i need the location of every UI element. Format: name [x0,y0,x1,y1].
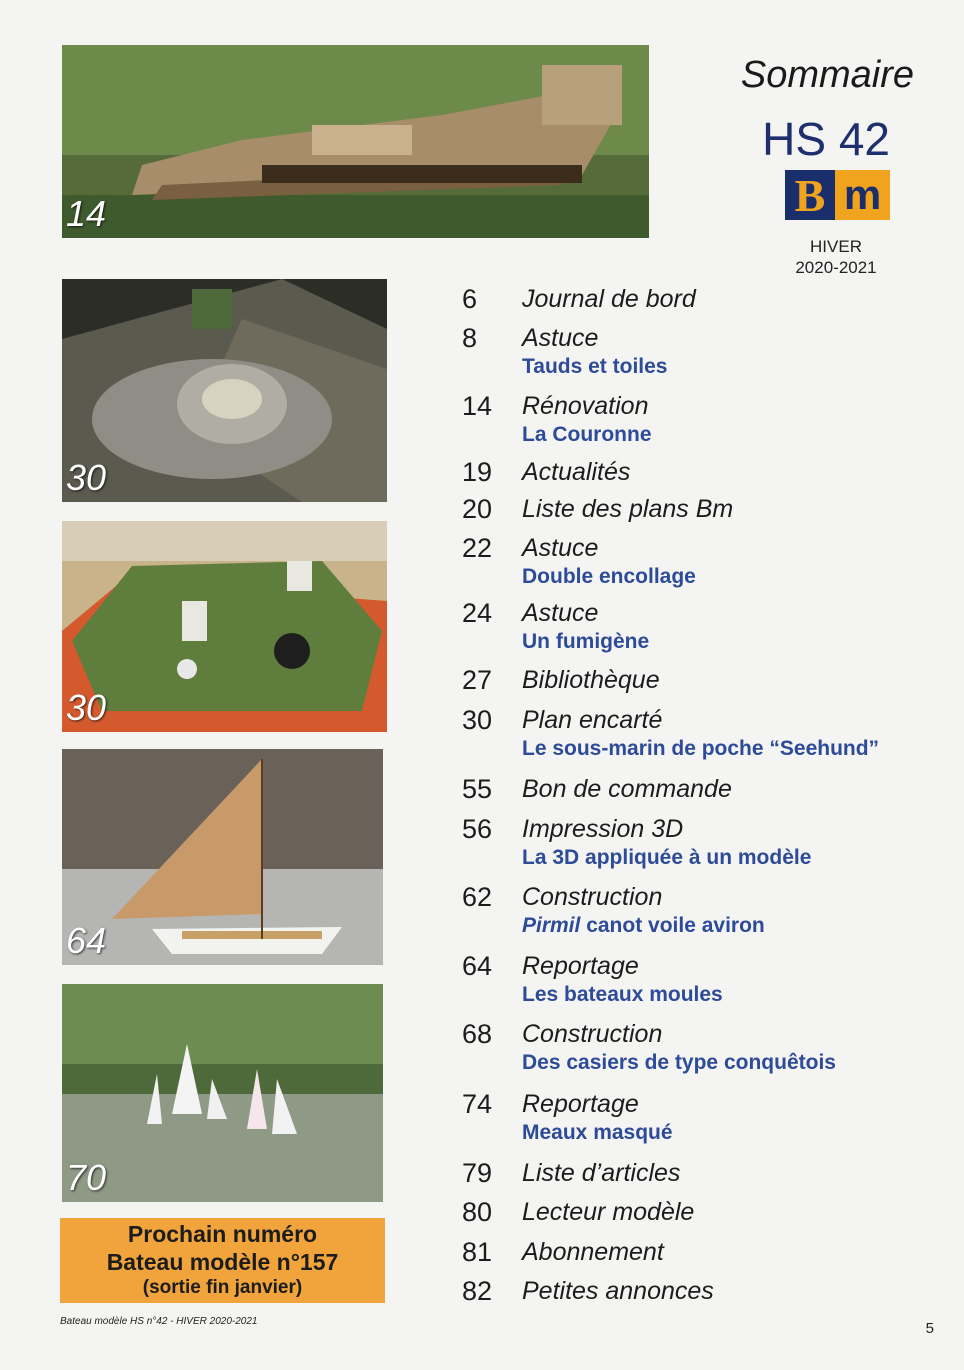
logo-letter-b: B [785,170,835,220]
toc-page-number: 80 [462,1197,493,1227]
toc-title: Plan encarté [522,706,663,734]
toc-title: Astuce [522,599,599,627]
season-years: 2020-2021 [795,258,877,277]
page-number: 5 [925,1320,934,1337]
page-title: Sommaire [740,54,914,96]
toc-page-number: 24 [462,598,493,628]
toc-page-number: 79 [462,1158,493,1188]
toc-page-number: 64 [462,951,493,981]
toc-title: Liste d’articles [522,1159,681,1187]
toc-title: Journal de bord [522,285,696,313]
toc-page-number: 55 [462,774,493,804]
sailboats-photo [62,984,383,1202]
next-issue-title: Bateau modèle n°157 [106,1249,339,1275]
logo-letter-m: m [835,170,890,220]
next-issue-heading: Prochain numéro [127,1221,318,1247]
toc-title: Bon de commande [522,775,732,803]
toc-page-number: 56 [462,814,493,844]
toc-page-number: 6 [462,284,478,314]
toc-page-number: 20 [462,494,493,524]
toc-subtitle: La 3D appliquée à un modèle [522,846,812,869]
issue-code: HS 42 [762,113,890,165]
issue-season [786,236,886,278]
toc-page-number: 62 [462,882,493,912]
photo-page-label: 30 [66,687,107,728]
toc-title: Astuce [522,534,599,562]
season-label: HIVER [810,237,862,256]
toc-page-number: 74 [462,1089,493,1119]
toc-page-number: 27 [462,665,493,695]
toc-title: Construction [522,1020,663,1048]
toc-page-number: 68 [462,1019,493,1049]
next-issue-release: (sortie fin janvier) [142,1277,303,1298]
toc-page-number: 81 [462,1237,493,1267]
toc-subtitle: Les bateaux moules [522,983,723,1006]
footer-credit: Bateau modèle HS n°42 - HIVER 2020-2021 [60,1316,258,1327]
next-issue-box [60,1218,385,1303]
toc-title: Rénovation [522,392,649,420]
toc-title: Reportage [522,1090,639,1118]
toc-page-number: 14 [462,391,493,421]
toc-title: Impression 3D [522,815,684,843]
toc-page-number: 22 [462,533,493,563]
toc-title: Astuce [522,324,599,352]
photo-page-label: 64 [66,920,107,961]
rc-sailboats-lake-photo [62,984,383,1202]
toc-subtitle: Un fumigène [522,630,650,653]
magazine-logo [785,170,890,220]
toc-subtitle-rest: canot voile aviron [580,914,765,937]
toc-page-number: 8 [462,323,478,353]
sailing-canoe-photo [62,749,383,965]
toc-subtitle: Le sous-marin de poche “Seehund” [522,737,880,760]
photo-page-label: 14 [66,193,107,234]
toc-title: Liste des plans Bm [522,495,734,523]
toc-subtitle: La Couronne [522,423,652,446]
toc-title: Petites annonces [522,1277,714,1305]
toc-subtitle: Tauds et toiles [522,355,668,378]
toc-title: Abonnement [522,1238,664,1266]
toc-title: Actualités [522,458,631,486]
toc-subtitle: Double encollage [522,565,696,588]
toc-page-number: 30 [462,705,493,735]
toc-page-number: 82 [462,1276,493,1306]
galleon-model-photo [62,45,649,238]
toc-title: Construction [522,883,663,911]
toc-subtitle: Meaux masqué [522,1121,673,1144]
boat-deck-photo [62,521,387,732]
canoe-photo [62,749,383,965]
photo-page-label: 70 [66,1157,107,1198]
toc-subtitle: Des casiers de type conquêtois [522,1051,836,1074]
toc-title: Bibliothèque [522,666,660,694]
galleon-photo [62,45,649,238]
photo-page-label: 30 [66,457,107,498]
toc-title: Lecteur modèle [522,1198,695,1226]
deck-photo [62,521,387,732]
toc-subtitle [522,913,765,939]
toc-page-number: 19 [462,457,493,487]
toc-title: Reportage [522,952,639,980]
submarine-photo [62,279,387,502]
toc-subtitle-italic: Pirmil [522,914,581,937]
submarine-model-photo [62,279,387,502]
